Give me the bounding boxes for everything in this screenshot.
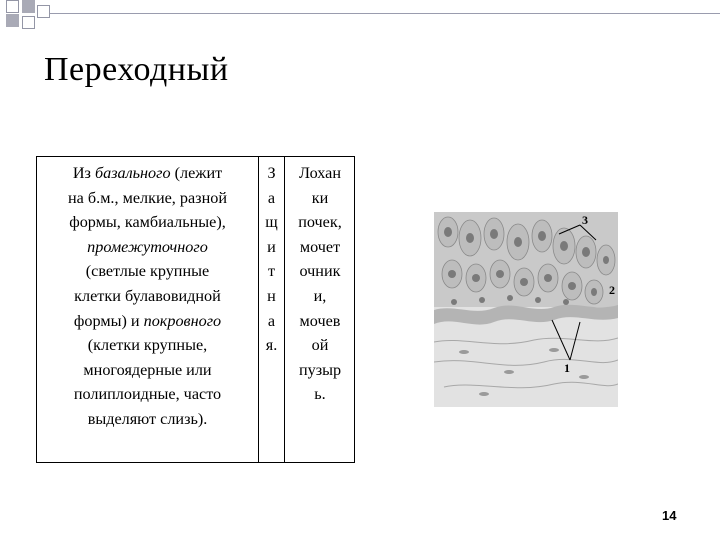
table-line: н	[267, 286, 276, 305]
table-line: мочев	[299, 311, 341, 330]
deco-square	[22, 16, 35, 29]
table-line: (светлые крупные	[85, 262, 210, 281]
deco-square	[6, 0, 19, 13]
table-line: ки	[311, 188, 329, 207]
deco-square	[37, 5, 50, 18]
table-col-location	[285, 157, 355, 462]
table-line: З	[267, 164, 276, 182]
table-line: очник	[299, 262, 341, 281]
table-line: т	[267, 262, 276, 281]
header-rule	[50, 13, 720, 14]
table-line: Лохан	[299, 164, 341, 182]
table-line: и	[267, 237, 276, 256]
decorative-squares	[0, 0, 60, 40]
table-col-origin	[37, 157, 259, 462]
table-line: на б.м., мелкие, разной	[68, 188, 227, 207]
page-number: 14	[662, 508, 677, 523]
table-line: а	[267, 188, 276, 207]
table-line: полиплоидные, часто	[73, 385, 222, 404]
table-line: я.	[265, 336, 278, 355]
table-line: формы) и покровного	[73, 311, 222, 330]
label-2: 2	[609, 283, 615, 297]
slide-title: Переходный	[44, 51, 229, 88]
table-col-function	[259, 157, 285, 462]
micrograph-drawing	[434, 212, 618, 407]
table-line: многоядерные или	[83, 360, 212, 379]
table-line: щ	[265, 213, 278, 232]
table-line: пузыр	[298, 360, 342, 379]
table-line: Из базального (лежит	[72, 164, 223, 182]
table-line: и,	[313, 286, 327, 305]
epithelium-micrograph	[434, 212, 618, 407]
table-line: а	[267, 311, 276, 330]
table-line: формы, камбиальные),	[69, 213, 226, 232]
epithelium-table	[36, 156, 355, 463]
table-line: (клетки крупные,	[87, 336, 208, 355]
table-line: ой	[311, 336, 329, 355]
table-line: клетки булавовидной	[74, 286, 221, 305]
table-line: почек,	[298, 213, 342, 232]
label-3: 3	[582, 213, 588, 227]
table-line: промежуточного	[87, 237, 208, 256]
deco-square	[22, 0, 35, 13]
table-line: мочет	[299, 237, 341, 256]
label-1: 1	[564, 361, 570, 375]
table-line: выделяют слизь).	[87, 409, 208, 428]
deco-square	[6, 14, 19, 27]
table-line: ь.	[314, 385, 326, 404]
